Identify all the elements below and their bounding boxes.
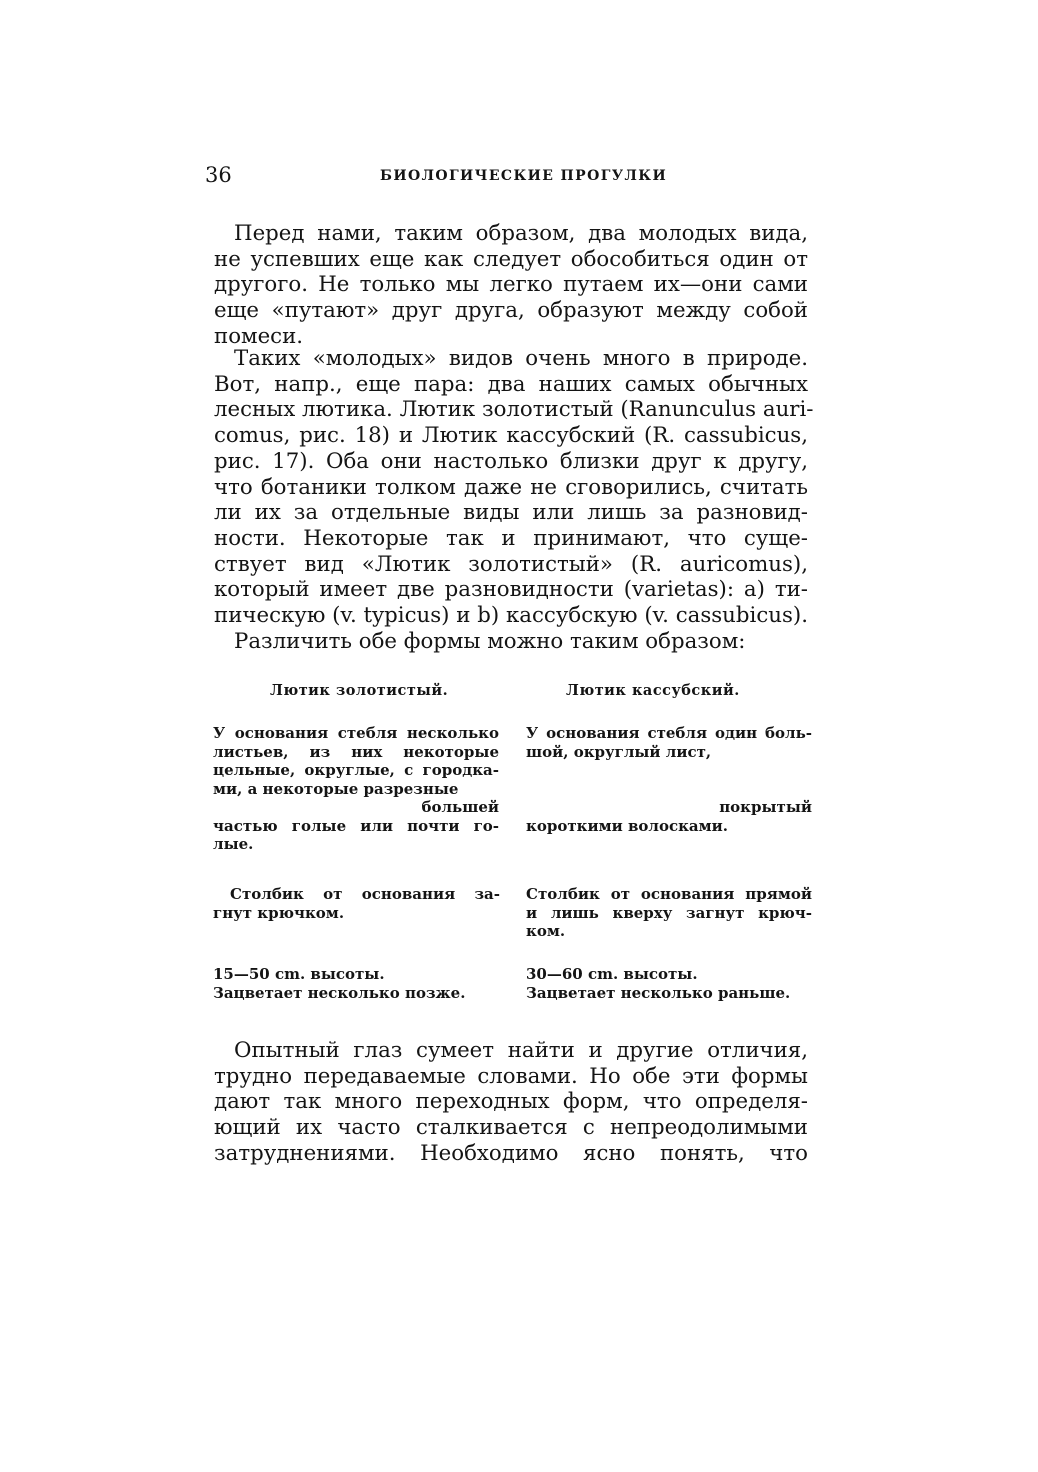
cell-line: 15—50 cm. высоты. [213, 965, 385, 983]
running-title: БИОЛОГИЧЕСКИЕ ПРОГУЛКИ [380, 168, 668, 184]
right-height-description [526, 965, 812, 1002]
page-number: 36 [205, 163, 232, 187]
paragraph-3 [214, 1038, 808, 1167]
right-style-description [526, 885, 812, 941]
text-line: помеси. [214, 323, 304, 349]
text-line: дают так много переходных форм, что определя- [214, 1089, 808, 1115]
text-line: что ботаники толком даже не сговорились, считать [214, 474, 808, 500]
text-line: другого. Не только мы легко путаем их—они сами [214, 272, 808, 298]
left-column-title: Лютик золотистый. [270, 682, 449, 699]
text-line: comus, рис. 18) и Лютик кассубский (R. cassubicus, [214, 423, 808, 449]
cell-line: шой, округлый лист, [526, 742, 712, 761]
left-height-description [213, 965, 499, 1002]
text-line: еще «путают» друг друга, образуют между собой [214, 298, 808, 324]
left-base-description [213, 724, 499, 854]
cell-line: 30—60 cm. высоты. [526, 965, 698, 983]
text-line: Вот, напр., еще пара: два наших самых обычных [214, 371, 808, 397]
text-line: который имеет две разновидности (varietas): а) ти- [214, 577, 808, 603]
cell-line: гнут крючком. [213, 903, 345, 922]
cell-line: ком. [526, 922, 566, 940]
cell-line: Зацветает несколько позже. [213, 983, 466, 1002]
cell-spacer [526, 761, 812, 780]
cell-line: Столбик от основания прямой [526, 885, 812, 903]
text-line: Таких «молодых» видов очень много в природе. [234, 346, 808, 371]
text-line: ствует вид «Лютик золотистый» (R. auricomus), [214, 551, 808, 577]
text-line: ющий их часто сталкивается с непреодолимыми [214, 1115, 808, 1141]
right-base-description [526, 724, 812, 835]
cell-line: листьев, из них некоторые [213, 742, 499, 761]
right-column-title: Лютик кассубский. [566, 682, 740, 699]
text-line: Опытный глаз сумеет найти и другие отличия, [234, 1038, 808, 1063]
cell-line: лые. [213, 835, 254, 853]
paragraph-2 [214, 346, 814, 654]
cell-line: У основания стебля несколько [213, 724, 499, 742]
cell-line: ми, а некоторые разрезные [213, 779, 459, 798]
text-line: не успевших еще как следует обособиться один от [214, 246, 808, 272]
text-line: ли их за отдельные виды или лишь за разновид- [214, 500, 808, 526]
text-line: рис. 17). Оба они настолько близки друг к другу, [214, 448, 808, 474]
text-line: пическую (v. typicus) и b) кассубскую (v. cassubicus). [214, 603, 808, 629]
text-line: Перед нами, таким образом, два молодых вида, [234, 221, 808, 246]
text-line: трудно передаваемые словами. Но обе эти формы [214, 1063, 808, 1089]
cell-line: частью голые или почти го- [213, 816, 499, 835]
left-style-description [213, 885, 500, 922]
cell-line: У основания стебля один боль- [526, 724, 812, 742]
text-line: лесных лютика. Лютик золотистый (Ranunculus auri- [214, 397, 814, 423]
text-line: затруднениями. Необходимо ясно понять, что [214, 1140, 808, 1166]
text-line: ности. Некоторые так и принимают, что суще- [214, 525, 808, 551]
paragraph-1 [214, 221, 808, 350]
cell-line: цельные, округлые, с городка- [213, 761, 499, 779]
cell-line: большей [421, 798, 499, 816]
cell-line: покрытый [719, 798, 812, 816]
cell-line: и лишь кверху загнут крюч- [526, 903, 812, 922]
cell-line: короткими волосками. [526, 816, 729, 835]
cell-line: Зацветает несколько раньше. [526, 983, 791, 1002]
text-line: Различить обе формы можно таким образом: [234, 628, 746, 654]
cell-spacer [526, 780, 812, 799]
cell-line: Столбик от основания за- [230, 885, 500, 903]
